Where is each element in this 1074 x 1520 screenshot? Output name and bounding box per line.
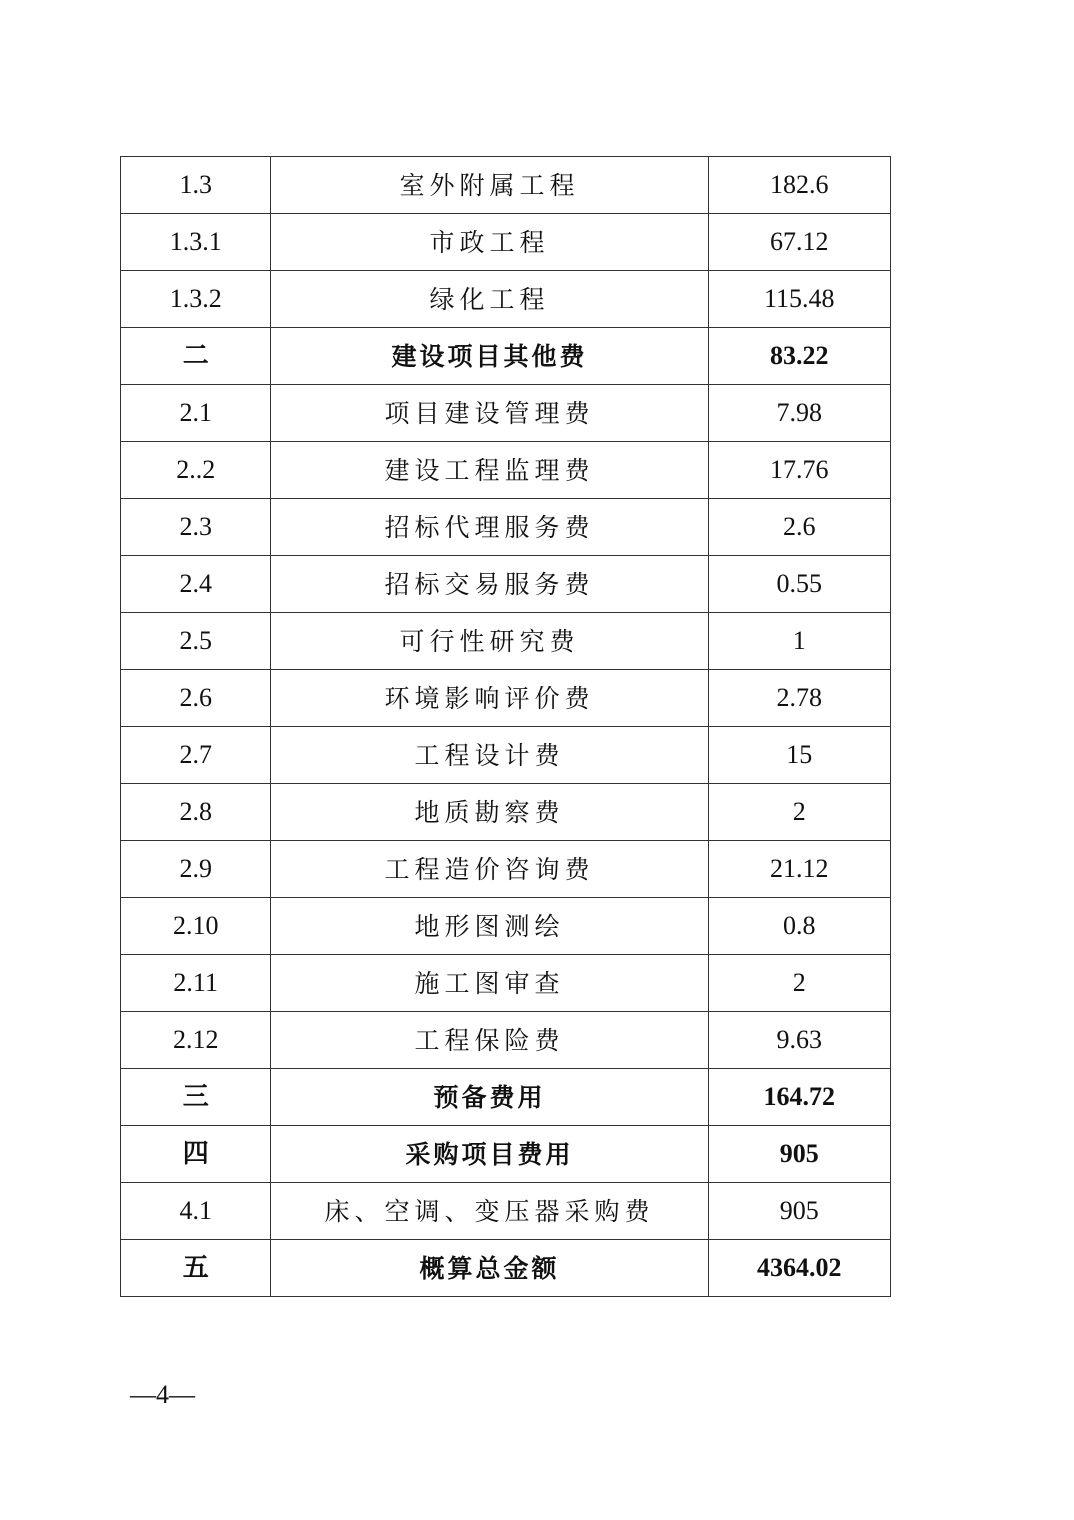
row-number-cell: 2..2 — [121, 442, 271, 499]
item-name-cell: 预备费用 — [271, 1069, 708, 1126]
table-row — [121, 442, 891, 499]
row-number-cell: 2.8 — [121, 784, 271, 841]
row-number-cell: 四 — [121, 1126, 271, 1183]
table-row — [121, 499, 891, 556]
table-row — [121, 1240, 891, 1297]
item-name-cell: 项目建设管理费 — [271, 385, 708, 442]
row-number-cell: 2.12 — [121, 1012, 271, 1069]
table-row — [121, 727, 891, 784]
item-name-cell: 招标代理服务费 — [271, 499, 708, 556]
amount-cell: 21.12 — [708, 841, 890, 898]
row-number-cell: 二 — [121, 328, 271, 385]
amount-cell: 67.12 — [708, 214, 890, 271]
amount-cell: 7.98 — [708, 385, 890, 442]
item-name-cell: 环境影响评价费 — [271, 670, 708, 727]
table-row — [121, 1183, 891, 1240]
table-row — [121, 841, 891, 898]
table-row — [121, 556, 891, 613]
amount-cell: 83.22 — [708, 328, 890, 385]
item-name-cell: 工程造价咨询费 — [271, 841, 708, 898]
item-name-cell: 施工图审查 — [271, 955, 708, 1012]
row-number-cell: 2.7 — [121, 727, 271, 784]
item-name-cell: 招标交易服务费 — [271, 556, 708, 613]
item-name-cell: 床、空调、变压器采购费 — [271, 1183, 708, 1240]
table-row — [121, 898, 891, 955]
budget-table-body — [121, 157, 891, 1297]
table-row — [121, 328, 891, 385]
item-name-cell: 建设工程监理费 — [271, 442, 708, 499]
table-row — [121, 1069, 891, 1126]
amount-cell: 1 — [708, 613, 890, 670]
amount-cell: 2.6 — [708, 499, 890, 556]
item-name-cell: 工程保险费 — [271, 1012, 708, 1069]
amount-cell: 9.63 — [708, 1012, 890, 1069]
row-number-cell: 1.3.2 — [121, 271, 271, 328]
amount-cell: 164.72 — [708, 1069, 890, 1126]
item-name-cell: 绿化工程 — [271, 271, 708, 328]
row-number-cell: 2.11 — [121, 955, 271, 1012]
item-name-cell: 建设项目其他费 — [271, 328, 708, 385]
item-name-cell: 采购项目费用 — [271, 1126, 708, 1183]
row-number-cell: 1.3.1 — [121, 214, 271, 271]
table-row — [121, 1126, 891, 1183]
row-number-cell: 2.9 — [121, 841, 271, 898]
amount-cell: 0.55 — [708, 556, 890, 613]
row-number-cell: 2.10 — [121, 898, 271, 955]
amount-cell: 115.48 — [708, 271, 890, 328]
table-row — [121, 157, 891, 214]
page-number: —4— — [130, 1380, 195, 1409]
amount-cell: 905 — [708, 1183, 890, 1240]
amount-cell: 0.8 — [708, 898, 890, 955]
item-name-cell: 地质勘察费 — [271, 784, 708, 841]
table-row — [121, 955, 891, 1012]
item-name-cell: 地形图测绘 — [271, 898, 708, 955]
table-row — [121, 385, 891, 442]
amount-cell: 15 — [708, 727, 890, 784]
row-number-cell: 1.3 — [121, 157, 271, 214]
row-number-cell: 2.4 — [121, 556, 271, 613]
item-name-cell: 市政工程 — [271, 214, 708, 271]
budget-table — [120, 156, 891, 1297]
item-name-cell: 室外附属工程 — [271, 157, 708, 214]
row-number-cell: 2.5 — [121, 613, 271, 670]
table-row — [121, 1012, 891, 1069]
item-name-cell: 概算总金额 — [271, 1240, 708, 1297]
row-number-cell: 2.1 — [121, 385, 271, 442]
amount-cell: 2 — [708, 784, 890, 841]
table-row — [121, 670, 891, 727]
row-number-cell: 4.1 — [121, 1183, 271, 1240]
amount-cell: 17.76 — [708, 442, 890, 499]
item-name-cell: 工程设计费 — [271, 727, 708, 784]
amount-cell: 4364.02 — [708, 1240, 890, 1297]
table-row — [121, 271, 891, 328]
amount-cell: 182.6 — [708, 157, 890, 214]
row-number-cell: 五 — [121, 1240, 271, 1297]
item-name-cell: 可行性研究费 — [271, 613, 708, 670]
table-row — [121, 784, 891, 841]
table-row — [121, 613, 891, 670]
amount-cell: 2.78 — [708, 670, 890, 727]
row-number-cell: 2.6 — [121, 670, 271, 727]
row-number-cell: 2.3 — [121, 499, 271, 556]
row-number-cell: 三 — [121, 1069, 271, 1126]
amount-cell: 905 — [708, 1126, 890, 1183]
table-row — [121, 214, 891, 271]
amount-cell: 2 — [708, 955, 890, 1012]
